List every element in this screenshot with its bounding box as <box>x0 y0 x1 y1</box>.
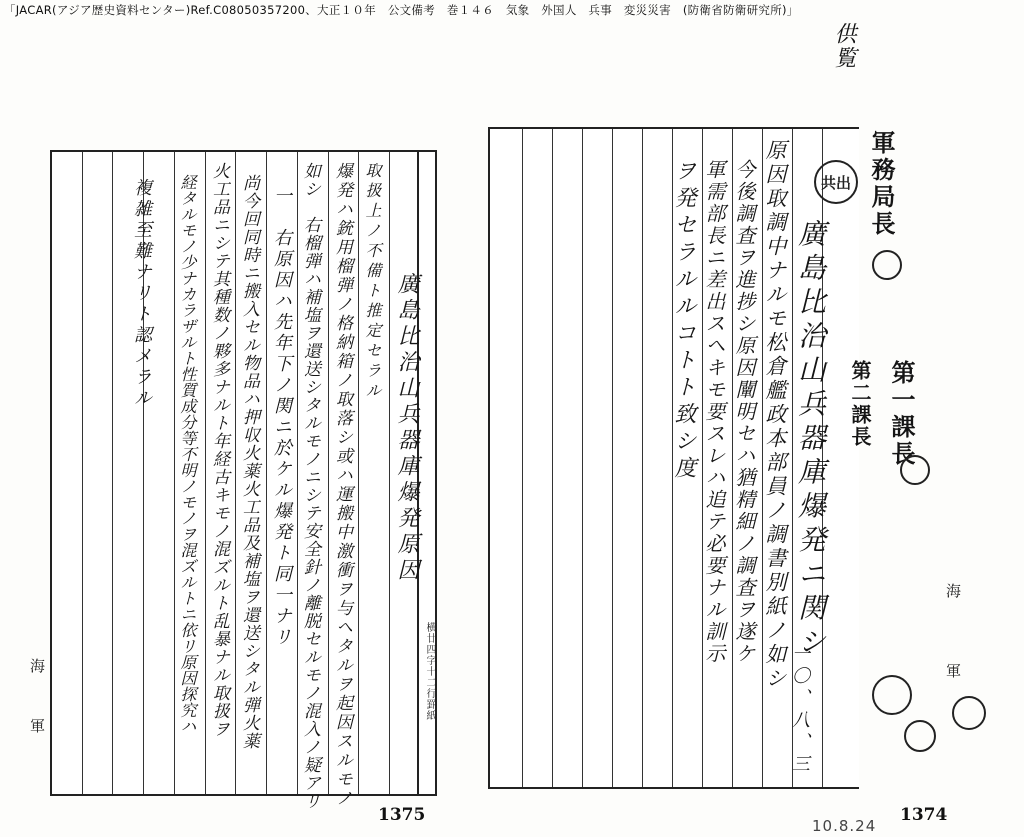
kyoshutsu-stamp <box>814 160 858 204</box>
right-seal-label-kai: 海 <box>946 582 962 600</box>
approval-seal-1 <box>872 250 902 280</box>
left-ruled-page <box>50 150 437 810</box>
left-body-column-6: 火工品ニシテ其種数ノ夥多ナルト年経古キモノ混ズルト乱暴ナル取扱ヲ <box>209 162 229 738</box>
left-margin-mark-kai: 海 <box>30 657 46 675</box>
rule-line <box>205 152 206 794</box>
right-body-column-4: ヲ発セラルルコトト致シ度 <box>671 159 696 483</box>
right-body-column-2: 今後調査ヲ進捗シ原因闡明セハ猶精細ノ調査ヲ遂ケ <box>732 159 756 665</box>
rule-line <box>82 152 83 794</box>
rule-line <box>235 152 236 794</box>
approval-seal-5 <box>952 696 986 730</box>
right-date-mark: 一〇、八、三 <box>789 644 810 776</box>
rule-line <box>112 152 113 794</box>
approval-seal-2 <box>900 455 930 485</box>
right-margin-mark-gun: 軍 <box>946 662 962 680</box>
routing-daiikka-cho: 第一課長 <box>887 360 916 468</box>
left-body-column-8: 複雑至難ナリト認メラル <box>131 178 152 409</box>
left-body-column-4: 一 右原因ハ先年下ノ関ニ於ケル爆発ト同一ナリ <box>271 186 292 648</box>
routing-gunmu-kyokucho: 軍務局長 <box>867 130 896 238</box>
rule-line <box>358 152 359 794</box>
rule-line <box>642 129 643 787</box>
approval-seal-4 <box>904 720 936 752</box>
left-body-column-7: 経タルモノ少ナカラザルト性質成分等不明ノモノヲ混ズルトニ依リ原因探究ハ <box>178 174 197 734</box>
paper-type-label: 横廿四字十二行罫紙 <box>424 622 435 721</box>
kyoshutsu-stamp-text: 共出 <box>820 173 851 192</box>
rule-line <box>612 129 613 787</box>
rule-line <box>389 152 390 794</box>
approval-seal-3 <box>872 675 912 715</box>
left-body-column-1: 取扱上ノ不備ト推定セラル <box>363 162 382 402</box>
rule-line <box>522 129 523 787</box>
routing-dainika-cho: 第二課長 <box>848 360 872 448</box>
right-body-column-3: 軍需部長ニ差出スヘキモ要スレハ追テ必要ナル訓示 <box>702 159 726 665</box>
bottom-date-stamp: 10.8.24 <box>812 817 877 835</box>
left-page-title: 廣島比治山兵器庫爆発原因 <box>394 272 419 584</box>
rule-line <box>328 152 329 794</box>
left-body-column-2: 爆発ハ銃用榴弾ノ格納箱ノ取落シ或ハ運搬中激衝ヲ与ヘタルヲ起因スルモノ <box>332 162 352 808</box>
right-page-title: 廣島比治山兵器庫爆発ニ関シ <box>794 219 827 661</box>
kyoran-seal: 供覧 <box>831 22 856 70</box>
right-ruled-page <box>488 127 859 789</box>
document-reference-header: 「JACAR(アジア歴史資料センター)Ref.C08050357200、大正１０年 公文備考 巻１４６ 気象 外国人 兵事 変災災害 (防衛省防衛研究所)」 <box>4 3 799 17</box>
rule-line <box>174 152 175 794</box>
right-page-number: 1374 <box>900 805 948 825</box>
right-body-column-1: 原因取調中ナルモ松倉艦政本部員ノ調書別紙ノ如シ <box>763 139 787 691</box>
left-page-number: 1375 <box>378 805 426 825</box>
rule-line <box>582 129 583 787</box>
left-body-column-3: 如シ 右榴弾ハ補塩ヲ還送シタルモノニシテ安全針ノ離脱セルモノ混入ノ疑アリ <box>300 162 320 810</box>
rule-line <box>266 152 267 794</box>
left-body-column-5: 尚今回同時ニ搬入セル物品ハ押収火薬火工品及補塩ヲ還送シタル弾火薬 <box>239 174 259 750</box>
rule-line <box>552 129 553 787</box>
left-margin-mark-gun: 軍 <box>30 717 46 735</box>
